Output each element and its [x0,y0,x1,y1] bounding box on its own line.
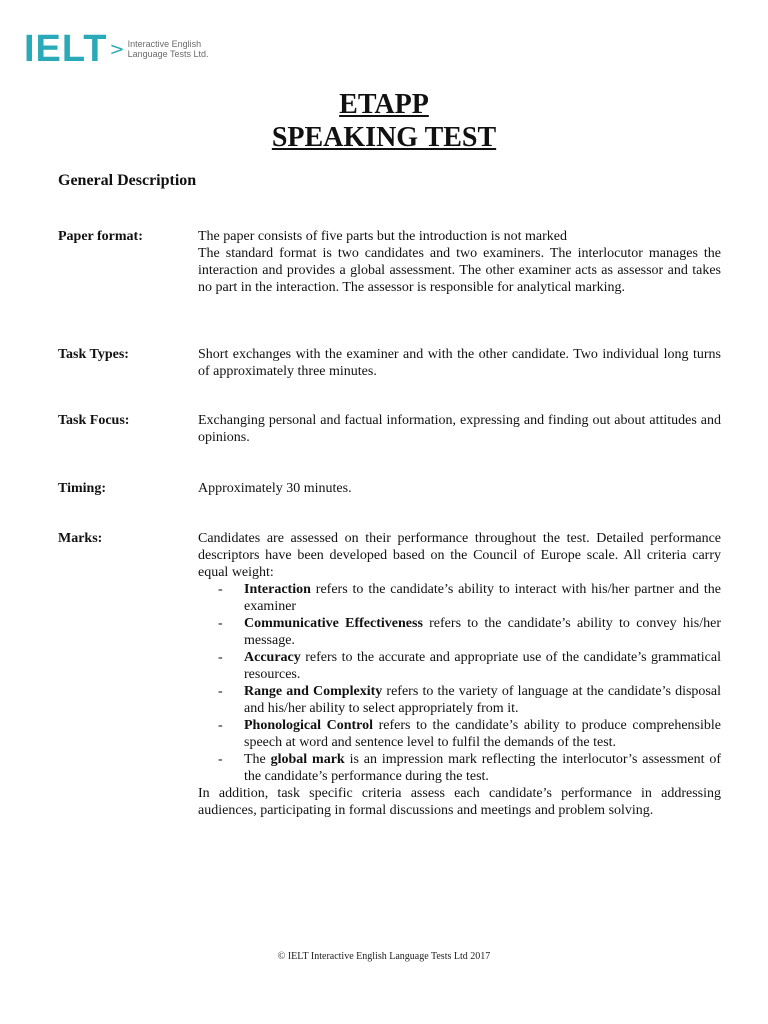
company-logo [24,30,209,68]
criteria-list [198,581,721,785]
copyright-footer: © IELT Interactive English Language Tests Ltd 2017 [277,951,491,962]
logo-subtitle-line2: Language Tests Ltd. [127,49,209,59]
task-types-row [58,346,721,380]
marks-row [58,530,721,819]
criteria-name: Range and Complexity [244,684,383,699]
criteria-text: refers to the candidate’s ability to interact with his/her partner and the examiner [244,582,721,614]
paper-format-body: The standard format is two candidates and two examiners. The interlocutor manages the interaction and provides a global assessment. The other examiner acts as assessor and takes no part in the interaction. The assessor is responsible for analytical marking. [198,246,721,295]
logo-subtitle [128,39,209,59]
list-dash: - [218,684,223,699]
task-types-text: Short exchanges with the examiner and with the other candidate. Two individual long turns of approximately three minutes. [198,347,721,379]
list-dash: - [218,616,223,631]
paper-format-label: Paper format: [58,229,143,244]
criteria-item [198,717,721,751]
criteria-text: is an impression mark reflecting the interlocutor’s assessment of the candidate’s performance during the test. [244,752,721,784]
marks-outro: In addition, task specific criteria assess each candidate’s performance in addressing audiences, participating in formal discussions and meetings and problem solving. [198,786,721,818]
criteria-name: Accuracy [244,650,301,665]
timing-row [58,480,721,497]
list-dash: - [218,650,223,665]
logo-mark: IELT [24,28,108,70]
task-types-label: Task Types: [58,347,129,362]
paper-format-row [58,228,721,296]
marks-label: Marks: [58,531,103,546]
criteria-item [198,615,721,649]
list-dash: - [218,582,223,597]
criteria-text: refers to the candidate’s ability to produce comprehensible speech at word and sentence level to fulfil the demands of the test. [244,718,721,750]
criteria-text: refers to the variety of language at the candidate’s disposal and his/her ability to select appropriately from it. [244,684,721,716]
chevron-right-icon: > [109,38,125,60]
paper-format-text [198,228,721,296]
task-focus-label: Task Focus: [58,413,130,428]
criteria-text: refers to the accurate and appropriate use of the candidate’s grammatical resources. [244,650,721,682]
timing-label: Timing: [58,481,106,496]
criteria-name: Interaction [244,582,311,597]
marks-text [198,530,721,819]
criteria-name: Communicative Effectiveness [244,616,423,631]
timing-text: Approximately 30 minutes. [198,481,352,496]
document-title [0,88,768,154]
criteria-name: Phonological Control [244,718,374,733]
criteria-item [198,649,721,683]
paper-format-line1: The paper consists of five parts but the introduction is not marked [198,229,567,244]
title-line-1: ETAPP [339,89,429,120]
task-focus-text: Exchanging personal and factual information, expressing and finding out about attitudes and opinions. [198,413,721,445]
criteria-item [198,751,721,785]
criteria-name: global mark [270,752,345,767]
task-focus-row [58,412,721,446]
title-line-2: SPEAKING TEST [271,122,497,153]
section-heading: General Description [58,172,197,189]
criteria-prefix: The [244,752,271,767]
logo-subtitle-line1: Interactive English [127,39,202,49]
criteria-text: refers to the candidate’s ability to convey his/her message. [244,616,721,648]
criteria-item [198,581,721,615]
list-dash: - [218,718,223,733]
list-dash: - [218,752,223,767]
criteria-item [198,683,721,717]
marks-intro: Candidates are assessed on their performance throughout the test. Detailed performance descriptors have been developed based on the Council of Europe scale. All criteria carry equal weight: [198,531,721,580]
